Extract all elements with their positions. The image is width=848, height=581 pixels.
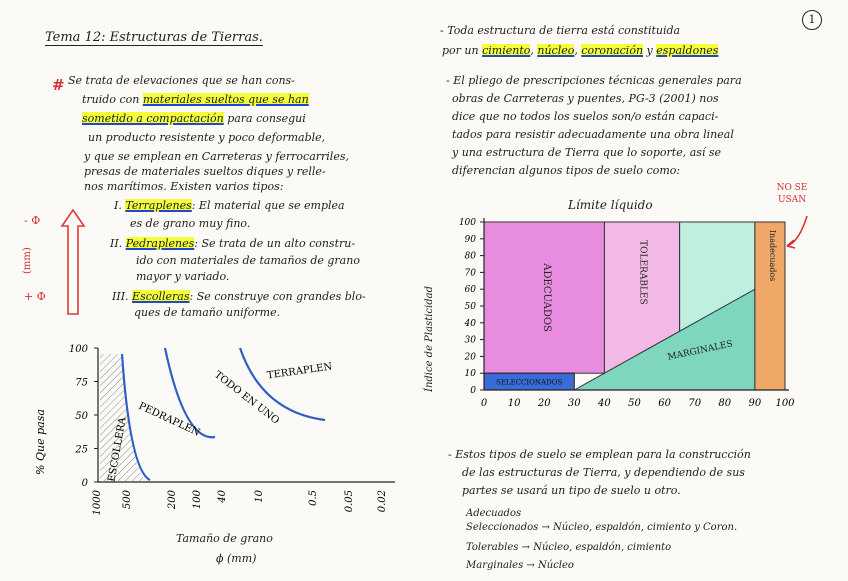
- type-escolleras-desc: ques de tamaño uniforme.: [134, 306, 281, 319]
- label-todo-en-uno: TODO EN UNO: [212, 369, 282, 427]
- x-tick-label: 100: [775, 398, 795, 409]
- highlight-escolleras: Escolleras: [132, 290, 190, 303]
- grain-x-tick-label: 10: [254, 490, 265, 503]
- grain-x-tick-label: 40: [217, 490, 228, 503]
- minus-phi-label: - Φ: [24, 214, 41, 227]
- x-tick-label: 80: [718, 398, 732, 409]
- part-coronacion: coronación: [581, 44, 644, 57]
- x-tick-label: 30: [567, 398, 581, 409]
- x-tick-label: 20: [537, 398, 551, 409]
- label-pedraplen: PEDRAPLEN: [136, 400, 202, 439]
- grain-x-tick-label: 0.02: [377, 490, 388, 513]
- y-tick-label: 60: [464, 285, 476, 296]
- highlight-pedraplenes: Pedraplenes: [125, 237, 195, 250]
- y-tick-label: 40: [464, 318, 476, 329]
- y-tick-label: 50: [464, 302, 476, 312]
- highlight-terraplenes: Terraplenes: [125, 199, 192, 212]
- y-tick-label: 90: [464, 234, 476, 245]
- intro-line-4: un producto resistente y poco deformable,: [88, 131, 326, 144]
- use-seleccionados: Seleccionados → Núcleo, espaldón, cimiento y Coron.: [466, 522, 738, 533]
- plus-phi-label: + Φ: [24, 290, 46, 303]
- y-tick-label: 100: [458, 218, 476, 228]
- p3-line-3: partes se usará un tipo de suelo u otro.: [462, 484, 681, 497]
- y-tick-label: 0: [470, 386, 476, 396]
- intro-line-6: presas de materiales sueltos diques y relle-: [84, 165, 326, 178]
- plasticity-title: Límite líquido: [568, 198, 653, 212]
- part-cimiento: cimiento: [482, 44, 531, 57]
- y-tick-label: 20: [464, 352, 476, 363]
- label-terraplen: TERRAPLEN: [266, 361, 333, 382]
- highlight-compactacion: sometido a compactación: [82, 112, 224, 125]
- p2-line-2: obras de Carreteras y puentes, PG-3 (2001) nos: [452, 92, 719, 105]
- grain-ylabel: % Que pasa: [34, 409, 47, 475]
- x-tick-label: 0: [480, 398, 488, 409]
- type-pedraplenes-desc-3: mayor y variado.: [136, 270, 230, 283]
- p3-line-2: de las estructuras de Tierra, y dependiendo de sus: [462, 466, 745, 479]
- p2-line-5: y una estructura de Tierra que lo soporte, así se: [452, 146, 722, 159]
- grain-y-tick-label: 50: [75, 411, 88, 422]
- plasticity-ylabel: Índice de Plasticidad: [424, 286, 435, 392]
- p2-line-1: - El pliego de prescripciones técnicas generales para: [446, 74, 742, 87]
- x-tick-label: 50: [628, 398, 641, 409]
- y-tick-label: 80: [464, 251, 476, 262]
- grain-y-tick-label: 25: [75, 444, 88, 456]
- grain-xlabel-unit: ϕ (mm): [216, 552, 257, 565]
- title-text: Tema 12: Estructuras de Tierras.: [45, 30, 263, 45]
- p2-line-4: tados para resistir adecuadamente una obra lineal: [452, 128, 734, 141]
- intro-line-2: truido con materiales sueltos que se han: [82, 93, 309, 106]
- grain-x-tick-label: 100: [192, 490, 203, 510]
- hash-bullet: #: [52, 76, 65, 94]
- label-adecuados: ADECUADOS: [541, 263, 553, 332]
- p2-line-3: dice que no todos los suelos son/o están capaci-: [452, 110, 719, 123]
- label-tolerables: TOLERABLES: [637, 240, 648, 305]
- label-escollera: ESCOLLERA: [106, 416, 129, 483]
- type-terraplenes-desc: es de grano muy fino.: [130, 217, 251, 230]
- y-tick-label: 30: [464, 335, 476, 346]
- type-pedraplenes-desc-2: ido con materiales de tamaños de grano: [136, 254, 360, 267]
- part-nucleo: núcleo: [537, 44, 575, 57]
- grain-x-tick-label: 500: [122, 490, 133, 510]
- x-tick-label: 40: [598, 398, 611, 409]
- highlight-materiales: materiales sueltos que se han: [142, 93, 309, 106]
- intro-line-3: sometido a compactación para consegui: [82, 112, 306, 125]
- x-tick-label: 10: [507, 398, 521, 409]
- y-tick-label: 70: [464, 268, 476, 279]
- grain-x-tick-label: 1000: [92, 490, 103, 516]
- type-terraplenes: I. Terraplenes: El material que se emplea: [114, 199, 345, 212]
- p1-line-1: - Toda estructura de tierra está constituida: [440, 24, 681, 37]
- x-tick-label: 90: [748, 398, 762, 409]
- grain-x-tick-label: 0.05: [344, 490, 355, 513]
- p3-line-1: - Estos tipos de suelo se emplean para la construcción: [448, 448, 751, 461]
- p2-line-6: diferencian algunos tipos de suelo como:: [452, 164, 681, 177]
- grain-x-tick-label: 200: [167, 490, 178, 510]
- intro-line-7: nos marítimos. Existen varios tipos:: [84, 180, 284, 193]
- grain-x-tick-label: 0.5: [308, 490, 319, 506]
- grain-xlabel: Tamaño de grano: [176, 532, 273, 545]
- x-tick-label: 60: [658, 398, 671, 409]
- use-adecuados: Adecuados: [466, 508, 522, 519]
- p1-line-2: por un cimiento, núcleo, coronación y espaldones: [442, 44, 719, 57]
- use-tolerables: Tolerables → Núcleo, espaldón, cimiento: [466, 542, 672, 553]
- intro-line-5: y que se emplean en Carreteras y ferrocarriles,: [84, 150, 349, 163]
- page-title: [45, 30, 263, 45]
- use-marginales: Marginales → Núcleo: [466, 560, 574, 571]
- intro-line-1: Se trata de elevaciones que se han cons-: [68, 74, 295, 87]
- x-tick-label: 70: [688, 398, 702, 409]
- label-seleccionados: SELECCIONADOS: [496, 378, 563, 387]
- page-number: 1: [802, 10, 822, 30]
- part-espaldones: espaldones: [656, 44, 719, 57]
- annotation-arrow: [787, 216, 807, 246]
- grain-y-tick-label: 100: [68, 344, 88, 355]
- up-arrow-icon: [60, 208, 86, 318]
- grain-y-tick-label: 0: [81, 478, 88, 489]
- y-tick-label: 10: [464, 369, 476, 380]
- type-escolleras: III. Escolleras: Se construye con grandes blo-: [112, 290, 366, 303]
- no-se-usan-note: NO SE USAN: [776, 183, 808, 205]
- grain-y-tick-label: 75: [75, 377, 88, 389]
- type-pedraplenes: II. Pedraplenes: Se trata de un alto constru-: [110, 237, 356, 250]
- plasticity-chart: [440, 210, 840, 435]
- label-marginales: MARGINALES: [666, 339, 734, 363]
- label-inadecuados: Inadecuados: [767, 229, 777, 282]
- mm-label: (mm): [22, 247, 33, 274]
